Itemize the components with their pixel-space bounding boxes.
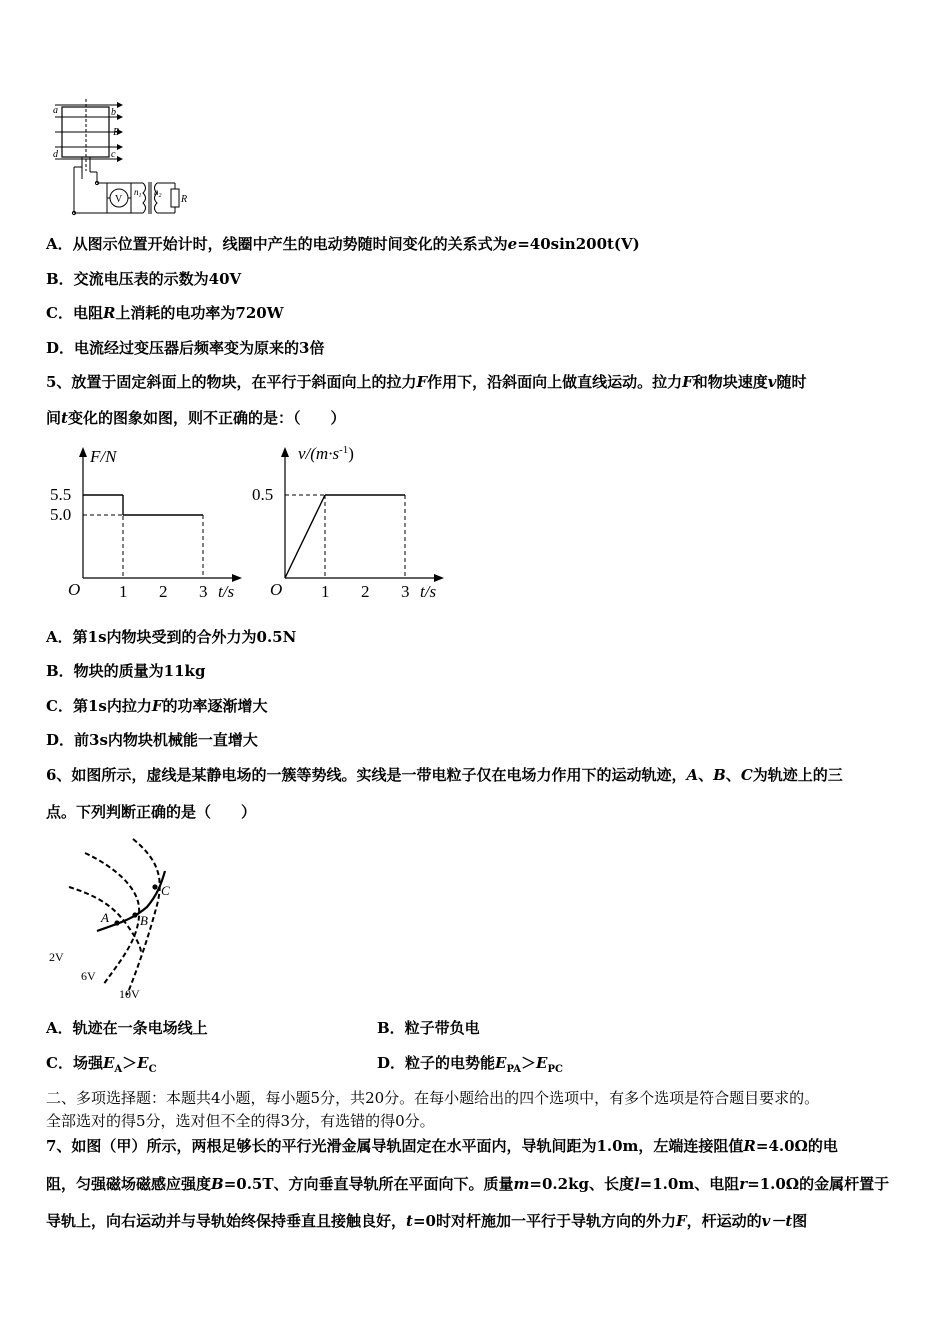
q4-option-d[interactable]: D．电流经过变压器后频率变为原来的3倍 xyxy=(46,339,325,357)
coil-label-b: b xyxy=(111,107,116,118)
v-chart-x-tick-3: 3 xyxy=(401,582,410,601)
q7-stem-line1: 7、如图（甲）所示，两根足够长的平行光滑金属导轨固定在水平面内，导轨间距为1.0m，左端连接阻值R=4.0Ω的电 xyxy=(46,1137,838,1155)
label-A: A xyxy=(101,910,109,925)
v-chart-y-arrow xyxy=(281,447,289,457)
q6-option-a[interactable]: A．轨迹在一条电场线上 xyxy=(46,1019,208,1037)
q6-option-c[interactable]: C．场强$E_A>E_C$ xyxy=(46,1054,157,1075)
f-chart-x-arrow xyxy=(232,574,242,582)
q6-stem-line2: 点。下列判断正确的是（ ） xyxy=(46,803,257,821)
resistor-label: R xyxy=(181,194,188,205)
coil-label-a: a xyxy=(53,105,58,116)
field-label-B: B xyxy=(113,127,120,138)
f-chart-ylabel: F/N xyxy=(90,447,117,466)
label-6v: 6V xyxy=(81,969,96,983)
f-chart-x-tick-2: 2 xyxy=(159,582,168,601)
point-C xyxy=(152,884,157,889)
point-A xyxy=(114,920,119,925)
q6-option-b[interactable]: B．粒子带负电 xyxy=(377,1019,480,1037)
label-2v: 2V xyxy=(49,950,64,964)
v-chart-y-tick-0.5: 0.5 xyxy=(252,485,274,504)
q7-stem-line3: 导轨上，向右运动并与导轨始终保持垂直且接触良好，t=0时对杆施加一平行于导轨方向的外力F，杆运动的v－t图 xyxy=(46,1212,808,1230)
label-10v: 10V xyxy=(119,987,140,1001)
v-chart-origin: O xyxy=(270,580,283,599)
primary-turns-label: $n_1$ xyxy=(134,187,142,199)
velocity-time-chart xyxy=(250,445,450,605)
q5-option-a[interactable]: A．第1s内物块受到的合外力为0.5N xyxy=(46,628,297,646)
f-chart-x-tick-1: 1 xyxy=(119,582,128,601)
q7-stem-line2: 阻，匀强磁场磁感应强度B=0.5T、方向垂直导轨所在平面向下。质量m=0.2kg、长度l=1.0m、电阻r=1.0Ω的金属杆置于 xyxy=(46,1175,890,1193)
f-chart-y-tick-5.5: 5.5 xyxy=(50,485,72,504)
force-time-chart xyxy=(48,445,248,605)
v-chart-x-tick-2: 2 xyxy=(361,582,370,601)
q5-stem-line2: 间t变化的图象如图，则不正确的是：（ ） xyxy=(46,409,346,427)
f-chart-y-arrow xyxy=(79,447,87,457)
q6-option-d[interactable]: D．粒子的电势能$E_{PA}>E_{PC}$ xyxy=(377,1054,563,1075)
f-chart-origin: O xyxy=(68,580,81,599)
f-chart-xlabel: t/s xyxy=(218,582,235,601)
f-chart-x-tick-3: 3 xyxy=(199,582,208,601)
q4-option-c[interactable]: C．电阻R上消耗的电功率为720W xyxy=(46,304,284,322)
coil-label-c: c xyxy=(111,149,116,160)
q4-option-a[interactable]: A．从图示位置开始计时，线圈中产生的电动势随时间变化的关系式为e=40sin200t(V) xyxy=(46,235,640,253)
v-chart-x-arrow xyxy=(434,574,444,582)
v-chart-ylabel: $v/(m\cdot s^{-1})$ xyxy=(298,444,354,463)
q5-option-c[interactable]: C．第1s内拉力F的功率逐渐增大 xyxy=(46,697,268,715)
q5-stem-line1: 5、放置于固定斜面上的物块，在平行于斜面向上的拉力F作用下，沿斜面向上做直线运动。拉力F和物块速度v随时 xyxy=(46,373,807,391)
f-chart-y-tick-5.0: 5.0 xyxy=(50,505,72,524)
q5-option-d[interactable]: D．前3s内物块机械能一直增大 xyxy=(46,731,258,749)
section2-header-line2: 全部选对的得5分，选对但不全的得3分，有选错的得0分。 xyxy=(46,1112,435,1130)
q4-option-b[interactable]: B．交流电压表的示数为40V xyxy=(46,270,242,288)
coil-label-d: d xyxy=(53,149,58,160)
v-chart-x-tick-1: 1 xyxy=(321,582,330,601)
point-B xyxy=(132,912,137,917)
q6-stem-line1: 6、如图所示，虚线是某静电场的一簇等势线。实线是一带电粒子仅在电场力作用下的运动轨迹，A、B、C为轨迹上的三 xyxy=(46,766,843,784)
section2-header-line1: 二、多项选择题：本题共4小题，每小题5分，共20分。在每小题给出的四个选项中，有多个选项是符合题目要求的。 xyxy=(46,1089,820,1107)
v-chart-xlabel: t/s xyxy=(420,582,437,601)
secondary-turns-label: $n_2$ xyxy=(154,187,162,199)
v-chart-series-segment-0 xyxy=(285,495,325,578)
transformer-figure xyxy=(45,97,195,222)
equipotential-figure xyxy=(45,835,185,1005)
voltmeter-label: V xyxy=(115,194,123,205)
label-C: C xyxy=(161,883,170,898)
label-B: B xyxy=(140,913,148,928)
q5-option-b[interactable]: B．物块的质量为11kg xyxy=(46,662,206,680)
